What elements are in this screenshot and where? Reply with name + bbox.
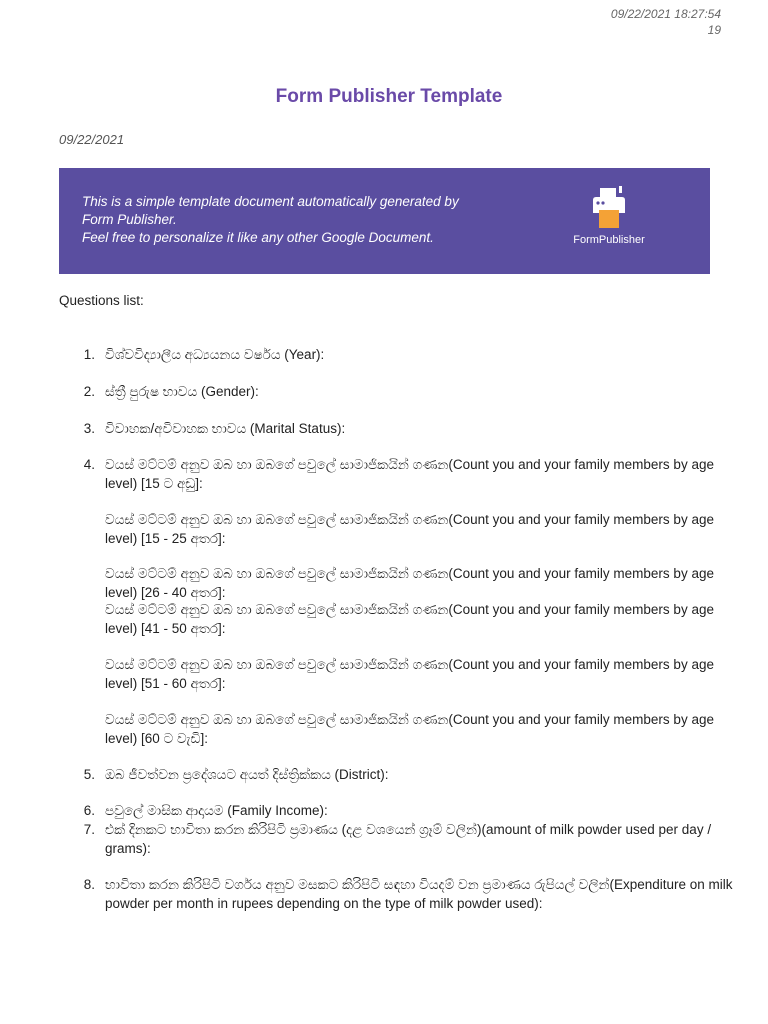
question-number: 2. — [83, 384, 95, 399]
banner-line-3: Feel free to personalize it like any other Google Document. — [82, 230, 434, 245]
banner-text — [82, 193, 459, 247]
question-number: 4. — [83, 457, 95, 472]
question-number: 5. — [83, 767, 95, 782]
question-text: එක් දිනකට භාවිතා කරන කිරිපිටි ප්‍රමාණය (දළ වශයෙන් ග්‍රෑම් වලින්)(amount of milk powder used per day / grams): — [105, 822, 712, 856]
question-subitem: වයස් මට්ටම් අනුව ඔබ හා ඔබගේ පවුලේ සාමාජිකයින් ගණන(Count you and your family members by age level) [60 ට වැඩි]: — [105, 712, 714, 746]
question-number: 8. — [83, 877, 95, 892]
page-header-timestamp — [611, 6, 721, 38]
question-text: වයස් මට්ටම් අනුව ඔබ හා ඔබගේ පවුලේ සාමාජිකයින් ගණන(Count you and your family members by age level) [15 ට අඩු]: — [105, 457, 714, 491]
question-number: 3. — [83, 421, 95, 436]
banner-line-1: This is a simple template document automatically generated by — [82, 194, 459, 209]
question-number: 7. — [83, 822, 95, 837]
formpublisher-logo — [559, 186, 659, 256]
timestamp-text: 09/22/2021 18:27:54 — [610, 7, 721, 21]
document-date: 09/22/2021 — [59, 132, 125, 147]
question-text: භාවිතා කරන කිරිපිටි වර්ගය අනුව මසකට කිරිපිටි සඳහා වියදම් වන ප්‍රමාණය රුපියල් වලින්(Expenditure on milk powder per month in rupees depending on the type of milk powder used): — [105, 877, 733, 911]
question-subitem: වයස් මට්ටම් අනුව ඔබ හා ඔබගේ පවුලේ සාමාජිකයින් ගණන(Count you and your family members by age level) [51 - 60 අතර]: — [105, 657, 714, 691]
document-title: Form Publisher Template — [275, 86, 503, 107]
info-banner — [59, 168, 710, 274]
question-text: විශ්වවිද්‍යාලීය අධ්‍යයනය වර්ෂය (Year): — [105, 347, 325, 362]
printer-icon — [559, 186, 659, 228]
banner-line-2: Form Publisher. — [82, 212, 177, 227]
question-text: විවාහක/අවිවාහක භාවය (Marital Status): — [105, 421, 346, 436]
question-subitem: වයස් මට්ටම් අනුව ඔබ හා ඔබගේ පවුලේ සාමාජිකයින් ගණන(Count you and your family members by age level) [26 - 40 අතර]: — [105, 566, 714, 600]
question-number: 6. — [83, 803, 95, 818]
question-text: ස්ත්‍රී පුරුෂ භාවය (Gender): — [105, 384, 259, 399]
question-subitem: වයස් මට්ටම් අනුව ඔබ හා ඔබගේ පවුලේ සාමාජිකයින් ගණන(Count you and your family members by age level) [15 - 25 අතර]: — [105, 512, 714, 546]
question-number: 1. — [83, 347, 95, 362]
page-number: 19 — [707, 23, 721, 37]
question-subitem: වයස් මට්ටම් අනුව ඔබ හා ඔබගේ පවුලේ සාමාජිකයින් ගණන(Count you and your family members by age level) [41 - 50 අතර]: — [105, 602, 714, 636]
question-text: පවුලේ මාසික ආදායම (Family Income): — [105, 803, 328, 818]
question-text: ඔබ ජීවත්වන ප්‍රදේශයට අයත් දිස්ත්‍රික්කය (District): — [105, 767, 389, 782]
questions-heading: Questions list: — [59, 293, 144, 308]
logo-label: FormPublisher — [573, 234, 645, 246]
